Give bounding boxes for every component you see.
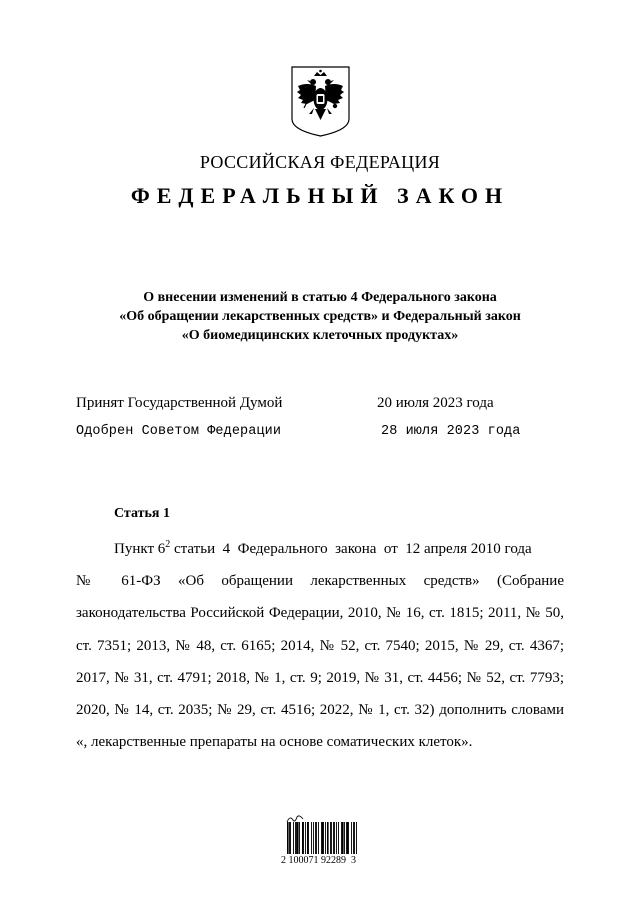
council-approval-date: 28 июля 2023 года: [381, 424, 521, 439]
barcode-bar: [354, 822, 355, 854]
barcode-bar: [287, 822, 289, 854]
duma-adoption-date: 20 июля 2023 года: [377, 395, 494, 411]
barcode-bar: [356, 822, 357, 854]
barcode-bar: [315, 822, 316, 854]
barcode-bar: [299, 822, 300, 854]
article-line1-rest: статьи 4 Федерального закона от 12 апреля 2010 года: [170, 541, 532, 557]
coat-of-arms-icon: [289, 64, 352, 138]
barcode-bar: [351, 822, 352, 854]
article-line: ст. 7351; 2013, № 48, ст. 6165; 2014, № 52, ст. 7540; 2015, № 29, ст. 4367;: [76, 637, 564, 654]
barcode-bar: [331, 822, 332, 854]
barcode-icon: [287, 822, 357, 854]
barcode-bar: [297, 822, 299, 854]
barcode-bar: [323, 822, 324, 854]
barcode-bar: [336, 822, 337, 854]
barcode-bar: [334, 822, 335, 854]
law-title-line: «Об обращении лекарственных средств» и Федеральный закон: [119, 309, 521, 324]
article-line1-sup: 2: [165, 539, 171, 550]
article-body: [76, 536, 564, 761]
article-line: «, лекарственные препараты на основе соматических клеток».: [76, 734, 473, 751]
barcode-bar: [289, 822, 290, 854]
barcode-bar: [330, 822, 331, 854]
article-line: № 61-ФЗ «Об обращении лекарственных средств» (Собрание: [76, 573, 564, 590]
law-title-line: О внесении изменений в статью 4 Федерального закона: [143, 290, 497, 305]
article-line: [76, 536, 564, 568]
country-name: РОССИЙСКАЯ ФЕДЕРАЦИЯ: [199, 152, 441, 172]
article-line: 2020, № 14, ст. 2035; № 29, ст. 4516; 2022, № 1, ст. 32) дополнить словами: [76, 701, 564, 718]
barcode-bar: [321, 822, 322, 854]
article-line: законодательства Российской Федерации, 2010, № 16, ст. 1815; 2011, № 50,: [76, 605, 564, 622]
barcode-number: 2 100071 92289 3: [281, 855, 356, 866]
barcode-bar: [338, 822, 339, 854]
barcode-bar: [316, 822, 317, 854]
barcode-bar: [313, 822, 314, 854]
barcode-bar: [346, 822, 347, 854]
barcode-bar: [311, 822, 312, 854]
barcode-bar: [295, 822, 296, 854]
barcode-bar: [293, 822, 294, 854]
barcode-bar: [353, 822, 354, 854]
barcode-bar: [303, 822, 304, 854]
law-title: [60, 288, 580, 345]
barcode-bar: [327, 822, 329, 854]
article-line1-prefix: Пункт 6: [114, 541, 166, 557]
barcode-bar: [341, 822, 342, 854]
barcode-bar: [290, 822, 291, 854]
barcode-bar: [344, 822, 345, 854]
article-heading: Статья 1: [114, 506, 170, 521]
council-approval-label: Одобрен Советом Федерации: [76, 424, 282, 439]
law-title-line: «О биомедицинских клеточных продуктах»: [181, 328, 459, 343]
barcode-bar: [308, 822, 309, 854]
barcode-bar: [305, 822, 306, 854]
duma-adoption-label: Принят Государственной Думой: [76, 395, 283, 411]
barcode-bar: [342, 822, 344, 854]
barcode-bar: [333, 822, 334, 854]
barcode-bar: [318, 822, 319, 854]
article-line: 2017, № 31, ст. 4791; 2018, № 1, ст. 9; 2019, № 31, ст. 4456; № 52, ст. 7793;: [76, 669, 564, 686]
document-type: ФЕДЕРАЛЬНЫЙ ЗАКОН: [130, 183, 510, 208]
barcode-bar: [325, 822, 326, 854]
barcode-bar: [348, 822, 349, 854]
barcode-bar: [296, 822, 297, 854]
